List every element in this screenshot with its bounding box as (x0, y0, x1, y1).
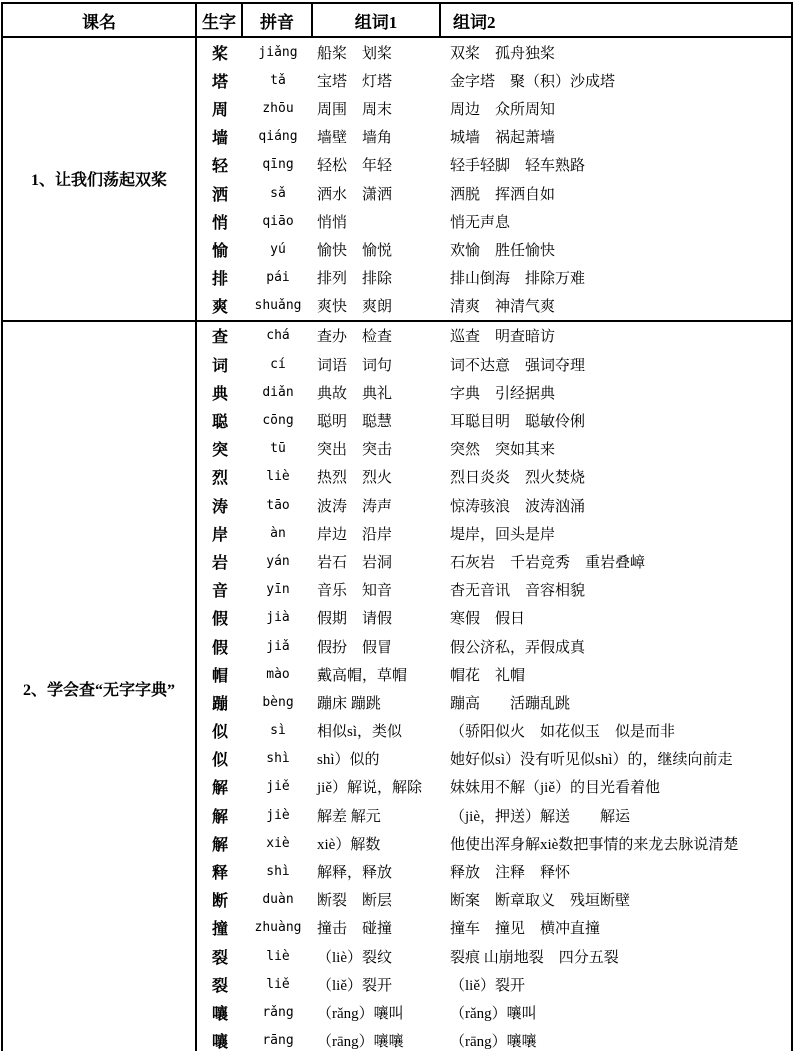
character-cell: 涛 (211, 498, 228, 516)
words-2-cell: 周边 众所周知 (450, 101, 556, 118)
words-2-cell: 城墙 祸起萧墙 (450, 130, 556, 147)
words-2-cell: 词不达意 强词夺理 (450, 357, 586, 374)
words-1-cell: 假扮 假冒 (317, 639, 393, 656)
words-1-cell: 轻松 年轻 (317, 158, 393, 175)
vocab-row (197, 632, 791, 660)
pinyin-cell: zhōu (262, 100, 294, 116)
character-cell: 解 (211, 836, 228, 854)
vocab-row (197, 463, 791, 491)
vocab-row (197, 717, 791, 745)
words-2-cell: （rǎng）嚷叫 (450, 1005, 537, 1022)
words-2-cell: 假公济私，弄假成真 (450, 639, 586, 656)
vocab-row (197, 66, 791, 94)
column-header-character: 生字 (197, 4, 243, 36)
words-1-cell: 相似sì，类似 (317, 724, 403, 741)
lesson-section (3, 322, 791, 1051)
vocab-row (197, 207, 791, 235)
pinyin-cell: bèng (262, 694, 294, 710)
words-2-cell: 撞车 撞见 横冲直撞 (450, 921, 601, 938)
vocab-row (197, 857, 791, 885)
words-1-cell: 热烈 烈火 (317, 470, 393, 487)
pinyin-cell: qiáng (258, 129, 298, 145)
words-1-cell: 断裂 断层 (317, 893, 393, 910)
pinyin-cell: xiè (266, 835, 290, 851)
vocab-row (197, 547, 791, 575)
words-2-cell: 帽花 礼帽 (450, 667, 526, 684)
table-header-row (3, 4, 791, 38)
words-1-cell: 船桨 划桨 (317, 45, 393, 62)
pinyin-cell: duàn (262, 892, 294, 908)
character-cell: 查 (211, 329, 228, 347)
character-cell: 断 (211, 893, 228, 911)
words-2-cell: 释放 注释 释怀 (450, 865, 571, 882)
pinyin-cell: tāo (266, 497, 290, 513)
words-1-cell: 假期 请假 (317, 611, 393, 628)
vocab-row (197, 660, 791, 688)
character-cell: 突 (211, 442, 228, 460)
words-2-cell: 欢愉 胜任愉快 (450, 242, 556, 259)
words-1-cell: 排列 排除 (317, 271, 393, 288)
vocab-row (197, 519, 791, 547)
pinyin-cell: pái (266, 270, 290, 286)
pinyin-cell: jiǎng (258, 44, 298, 60)
character-cell: 轻 (211, 158, 228, 176)
words-1-cell: （rāng）嚷嚷 (317, 1034, 404, 1051)
words-1-cell: （liè）裂纹 (317, 949, 392, 966)
pinyin-cell: liè (266, 469, 290, 485)
vocab-row (197, 378, 791, 406)
words-1-cell: 聪明 聪慧 (317, 414, 393, 431)
words-2-cell: （rāng）嚷嚷 (450, 1034, 537, 1051)
words-1-cell: 解释，释放 (317, 865, 393, 882)
words-1-cell: 音乐 知音 (317, 583, 393, 600)
vocabulary-table (1, 2, 793, 1051)
character-cell: 解 (211, 780, 228, 798)
column-header-pinyin: 拼音 (243, 4, 313, 36)
words-2-cell: 双桨 孤舟独桨 (450, 45, 556, 62)
vocab-row (197, 745, 791, 773)
column-header-lesson-name: 课名 (3, 4, 197, 36)
vocab-row (197, 914, 791, 942)
character-cell: 塔 (211, 73, 228, 91)
vocab-row (197, 1027, 791, 1051)
character-cell: 桨 (211, 45, 228, 63)
words-1-cell: 查办 检查 (317, 329, 393, 346)
pinyin-cell: shuǎng (254, 298, 302, 314)
column-header-words-2: 组词2 (453, 12, 496, 32)
words-2-cell: 寒假 假日 (450, 611, 526, 628)
vocab-row (197, 406, 791, 434)
words-2-cell: （liě）裂开 (450, 977, 525, 994)
words-2-cell: 妹妹用不解（jiě）的目光看着他 (450, 780, 660, 797)
pinyin-cell: yīn (266, 582, 290, 598)
words-2-cell: 耳聪目明 聪敏伶俐 (450, 414, 586, 431)
character-cell: 嚷 (211, 1034, 228, 1051)
character-cell: 似 (211, 724, 228, 742)
words-1-cell: 岩石 岩洞 (317, 554, 393, 571)
words-2-cell: 裂痕 山崩地裂 四分五裂 (450, 949, 619, 966)
words-1-cell: （rǎng）嚷叫 (317, 1005, 404, 1022)
character-cell: 周 (211, 101, 228, 119)
pinyin-cell: yú (270, 241, 286, 257)
vocab-row (197, 942, 791, 970)
pinyin-cell: chá (266, 328, 290, 344)
pinyin-cell: sǎ (270, 185, 286, 201)
words-2-cell: 字典 引经据典 (450, 385, 556, 402)
words-1-cell: 墙壁 墙角 (317, 130, 393, 147)
pinyin-cell: shì (266, 864, 290, 880)
words-2-cell: 他使出浑身解xiè数把事情的来龙去脉说清楚 (450, 836, 739, 853)
pinyin-cell: diǎn (262, 384, 294, 400)
character-cell: 裂 (211, 977, 228, 995)
character-cell: 假 (211, 639, 228, 657)
vocab-row (197, 435, 791, 463)
table-body (3, 38, 791, 1051)
vocab-row (197, 491, 791, 519)
vocab-row (197, 94, 791, 122)
pinyin-cell: qiāo (262, 213, 294, 229)
words-2-cell: （jiè，押送）解送 解运 (450, 808, 630, 825)
character-cell: 岩 (211, 554, 228, 572)
pinyin-cell: zhuàng (254, 920, 302, 936)
pinyin-cell: jià (266, 610, 290, 626)
words-2-cell: 杳无音讯 音容相貌 (450, 583, 586, 600)
character-cell: 烈 (211, 470, 228, 488)
words-2-cell: 蹦高 活蹦乱跳 (450, 695, 571, 712)
pinyin-cell: àn (270, 525, 286, 541)
character-cell: 假 (211, 611, 228, 629)
column-header-words-1: 组词1 (313, 4, 441, 36)
vocab-row (197, 38, 791, 66)
words-2-cell: 惊涛骇浪 波涛汹涌 (450, 498, 586, 515)
vocab-row (197, 773, 791, 801)
words-2-cell: 排山倒海 排除万难 (450, 271, 586, 288)
lesson-rows (197, 38, 791, 320)
words-2-cell: 烈日炎炎 烈火焚烧 (450, 470, 586, 487)
words-1-cell: 蹦床 蹦跳 (317, 695, 381, 712)
words-1-cell: 岸边 沿岸 (317, 526, 393, 543)
character-cell: 释 (211, 865, 228, 883)
words-1-cell: 悄悄 (317, 214, 348, 231)
words-1-cell: 宝塔 灯塔 (317, 73, 393, 90)
words-1-cell: 洒水 潇洒 (317, 186, 393, 203)
words-1-cell: 爽快 爽朗 (317, 299, 393, 316)
pinyin-cell: cōng (262, 413, 294, 429)
lesson-title: 1、让我们荡起双桨 (3, 38, 197, 320)
character-cell: 岸 (211, 526, 228, 544)
character-cell: 悄 (211, 214, 228, 232)
pinyin-cell: yán (266, 553, 290, 569)
character-cell: 音 (211, 583, 228, 601)
words-1-cell: 突出 突击 (317, 442, 393, 459)
words-1-cell: （liě）裂开 (317, 977, 392, 994)
pinyin-cell: rǎng (262, 1004, 294, 1020)
character-cell: 裂 (211, 949, 228, 967)
words-1-cell: 波涛 涛声 (317, 498, 393, 515)
vocab-row (197, 179, 791, 207)
character-cell: 聪 (211, 414, 228, 432)
vocab-row (197, 604, 791, 632)
vocab-row (197, 123, 791, 151)
vocab-row (197, 576, 791, 604)
pinyin-cell: mào (266, 666, 290, 682)
character-cell: 愉 (211, 242, 228, 260)
pinyin-cell: jiǎ (266, 638, 290, 654)
words-2-cell: 石灰岩 千岩竞秀 重岩叠嶂 (450, 554, 646, 571)
pinyin-cell: shì (266, 751, 290, 767)
vocab-row (197, 235, 791, 263)
words-1-cell: 周围 周末 (317, 101, 393, 118)
vocab-row (197, 264, 791, 292)
pinyin-cell: qīng (262, 157, 294, 173)
character-cell: 墙 (211, 130, 228, 148)
character-cell: 排 (211, 271, 228, 289)
vocab-row (197, 998, 791, 1026)
pinyin-cell: jiè (266, 807, 290, 823)
vocab-row (197, 886, 791, 914)
pinyin-cell: liè (266, 948, 290, 964)
vocab-row (197, 970, 791, 998)
character-cell: 撞 (211, 921, 228, 939)
pinyin-cell: rāng (262, 1033, 294, 1049)
vocab-row (197, 801, 791, 829)
words-1-cell: 词语 词句 (317, 357, 393, 374)
vocab-row (197, 151, 791, 179)
character-cell: 似 (211, 752, 228, 770)
words-2-cell: 断案 断章取义 残垣断壁 (450, 893, 631, 910)
pinyin-cell: liě (266, 976, 290, 992)
pinyin-cell: jiě (266, 779, 290, 795)
lesson-rows (197, 322, 791, 1051)
pinyin-cell: tǎ (270, 72, 286, 88)
words-1-cell: 解差 解元 (317, 808, 381, 825)
character-cell: 洒 (211, 186, 228, 204)
words-2-cell: 她好似sì）没有听见似shì）的，继续向前走 (450, 752, 733, 769)
vocab-row (197, 322, 791, 350)
words-2-cell: 洒脱 挥洒自如 (450, 186, 556, 203)
words-1-cell: 愉快 愉悦 (317, 242, 393, 259)
character-cell: 爽 (211, 299, 228, 317)
words-1-cell: 戴高帽，草帽 (317, 667, 408, 684)
vocab-row (197, 292, 791, 320)
pinyin-cell: cí (270, 356, 286, 372)
pinyin-cell: tū (270, 441, 286, 457)
words-2-cell: 突然 突如其来 (450, 442, 556, 459)
words-2-cell: 金字塔 聚（积）沙成塔 (450, 73, 616, 90)
character-cell: 蹦 (211, 695, 228, 713)
words-2-cell: 巡查 明查暗访 (450, 329, 556, 346)
words-1-cell: xiè）解数 (317, 836, 381, 853)
words-1-cell: 典故 典礼 (317, 385, 393, 402)
character-cell: 词 (211, 357, 228, 375)
lesson-section (3, 38, 791, 322)
vocab-row (197, 350, 791, 378)
vocab-row (197, 829, 791, 857)
character-cell: 典 (211, 385, 228, 403)
pinyin-cell: sì (270, 723, 286, 739)
words-2-cell: （骄阳似火 如花似玉 似是而非 (450, 724, 676, 741)
character-cell: 嚷 (211, 1005, 228, 1023)
words-2-cell: 悄无声息 (450, 214, 511, 231)
character-cell: 解 (211, 808, 228, 826)
words-2-cell: 轻手轻脚 轻车熟路 (450, 158, 586, 175)
words-1-cell: jiě）解说，解除 (317, 780, 422, 797)
words-2-cell: 清爽 神清气爽 (450, 299, 556, 316)
words-1-cell: 撞击 碰撞 (317, 921, 393, 938)
lesson-title: 2、学会查“无字字典” (3, 322, 197, 1051)
character-cell: 帽 (211, 667, 228, 685)
words-2-cell: 堤岸，回头是岸 (450, 526, 556, 543)
vocab-row (197, 688, 791, 716)
words-1-cell: shì）似的 (317, 752, 380, 769)
